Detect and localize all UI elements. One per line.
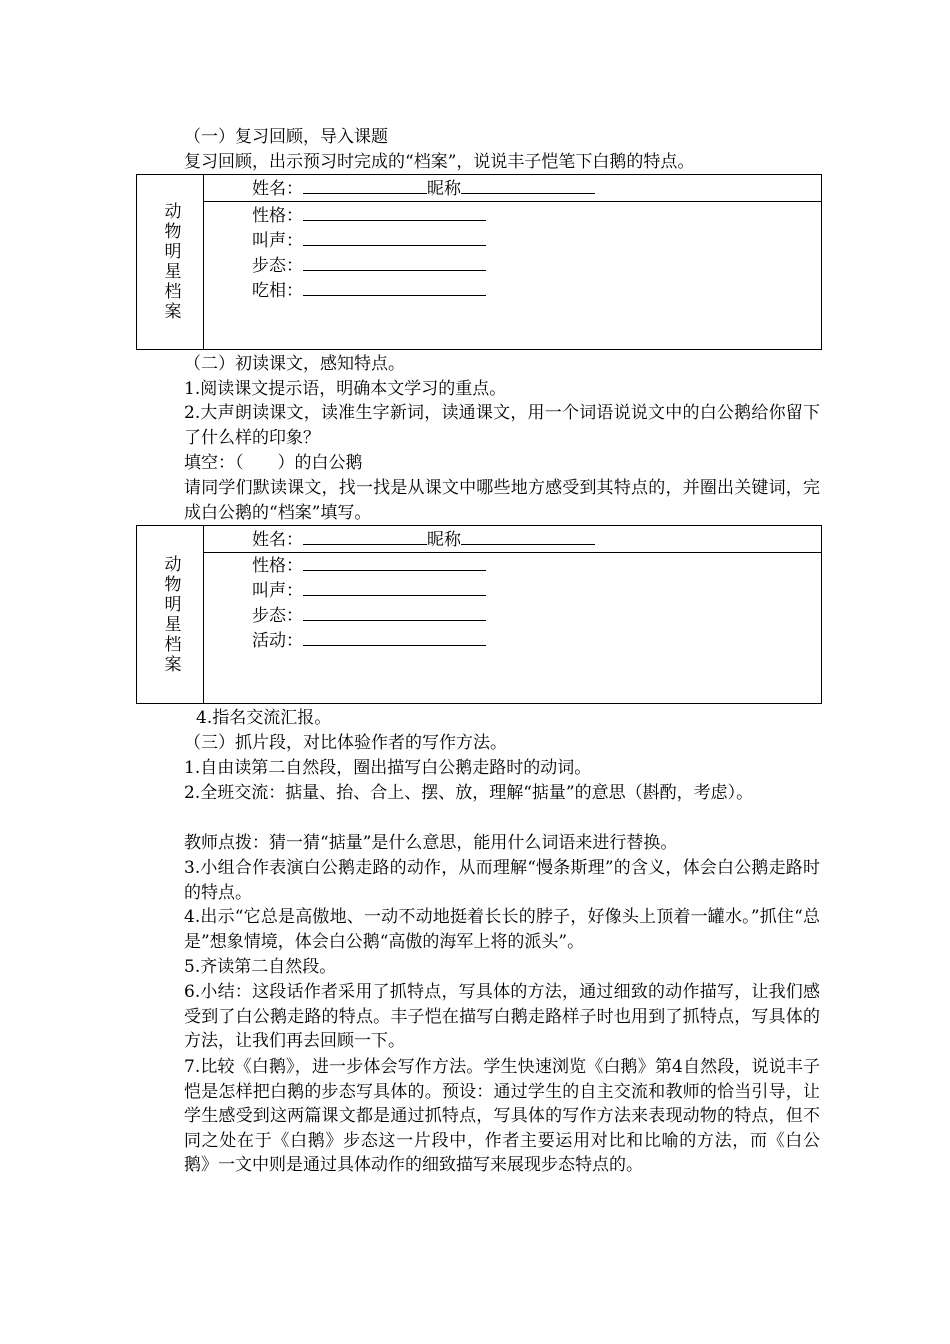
card1-field-row [252, 203, 486, 228]
section2-fill-blank: 填空：（ ）的白公鹅 [184, 453, 363, 473]
card1-field-label: 吃相： [252, 281, 303, 301]
card1-field-row [252, 228, 486, 253]
card2-field-row [252, 553, 486, 578]
card2-nickname-blank[interactable] [461, 527, 595, 545]
animal-profile-card-2 [136, 525, 822, 704]
card2-field-label: 叫声： [252, 581, 303, 601]
card2-name-blank[interactable] [303, 527, 427, 545]
card1-nickname-label: 昵称 [427, 179, 461, 199]
card1-vertical-label: 动物明星档案 [137, 175, 204, 349]
section3-heading: （三）抓片段，对比体验作者的写作方法。 [184, 733, 507, 753]
section3-paragraph-1: 1.自由读第二自然段，圈出描写白公鹅走路时的动词。 [184, 758, 592, 778]
section2-paragraph-1: 1.阅读课文提示语，明确本文学习的重点。 [184, 379, 507, 399]
card1-field-row [252, 278, 486, 303]
section3-paragraph-5: 5.齐读第二自然段。 [184, 957, 337, 977]
section3-teacher-tip: 教师点拨：猜一猜“掂量”是什么意思，能用什么词语来进行替换。 [184, 833, 678, 853]
section3-comparison: 7.比较《白鹅》，进一步体会写作方法。学生快速浏览《白鹅》第4自然段，说说丰子恺是怎样把白鹅的步态写具体的。预设：通过学生的自主交流和教师的恰当引导，让学生感受到这两篇课文都是通过抓特点，写具体的写作方法来表现动物的特点，但不同之处在于《白鹅》步态这一片段中，作者主要运用对比和比喻的方法，而《白公鹅》一文中则是通过具体动作的细致描写来展现步态特点的。 [184, 1057, 820, 1175]
card1-name-row [204, 175, 821, 202]
card2-nickname-label: 昵称 [427, 530, 461, 550]
card1-name-label: 姓名： [252, 179, 303, 199]
card2-field-blank[interactable] [303, 628, 486, 646]
card1-field-blank[interactable] [303, 228, 486, 246]
section2-paragraph-2: 2.大声朗读课文，读准生字新词，读通课文，用一个词语说说文中的白公鹅给你留下了什么样的印象？ [184, 403, 820, 448]
card2-field-row [252, 603, 486, 628]
section3-paragraph-2: 2.全班交流：掂量、抬、合上、摆、放，理解“掂量”的意思（斟酌，考虑）。 [184, 783, 754, 803]
card1-field-row [252, 253, 486, 278]
card2-field-label: 活动： [252, 631, 303, 651]
card2-vertical-label: 动物明星档案 [137, 526, 204, 703]
animal-profile-card-1 [136, 174, 822, 350]
card1-field-blank[interactable] [303, 278, 486, 296]
card2-field-blank[interactable] [303, 553, 486, 571]
section2-heading: （二）初读课文，感知特点。 [184, 354, 405, 374]
card2-name-row [204, 526, 821, 553]
section2-paragraph-3: 请同学们默读课文，找一找是从课文中哪些地方感受到其特点的，并圈出关键词，完成白公鹅的“档案”填写。 [184, 478, 820, 523]
card1-field-blank[interactable] [303, 253, 486, 271]
section3-summary: 6.小结：这段话作者采用了抓特点，写具体的方法，通过细致的动作描写，让我们感受到了白公鹅走路的特点。丰子恺在描写白鹅走路样子时也用到了抓特点，写具体的方法，让我们再去回顾一下。 [184, 982, 820, 1051]
section1-heading: （一）复习回顾，导入课题 [184, 127, 388, 147]
section2-report: 4.指名交流汇报。 [196, 708, 332, 728]
section3-paragraph-4: 4.出示“它总是高傲地、一动不动地挺着长长的脖子，好像头上顶着一罐水。”抓住“总是”想象情境，体会白公鹅“高傲的海军上将的派头”。 [184, 907, 820, 952]
card2-field-blank[interactable] [303, 603, 486, 621]
card2-field-blank[interactable] [303, 578, 486, 596]
card2-field-label: 步态： [252, 606, 303, 626]
card2-field-label: 性格： [252, 556, 303, 576]
card1-field-blank[interactable] [303, 203, 486, 221]
card1-field-label: 步态： [252, 256, 303, 276]
card2-field-row [252, 628, 486, 653]
card2-name-label: 姓名： [252, 530, 303, 550]
card2-field-row [252, 578, 486, 603]
card1-name-blank[interactable] [303, 176, 427, 194]
card1-field-label: 性格： [252, 206, 303, 226]
card1-nickname-blank[interactable] [461, 176, 595, 194]
card1-field-label: 叫声： [252, 231, 303, 251]
section1-intro: 复习回顾，出示预习时完成的“档案”，说说丰子恺笔下白鹅的特点。 [184, 152, 695, 172]
section3-paragraph-3: 3.小组合作表演白公鹅走路的动作，从而理解“慢条斯理”的含义，体会白公鹅走路时的特点。 [184, 858, 820, 903]
